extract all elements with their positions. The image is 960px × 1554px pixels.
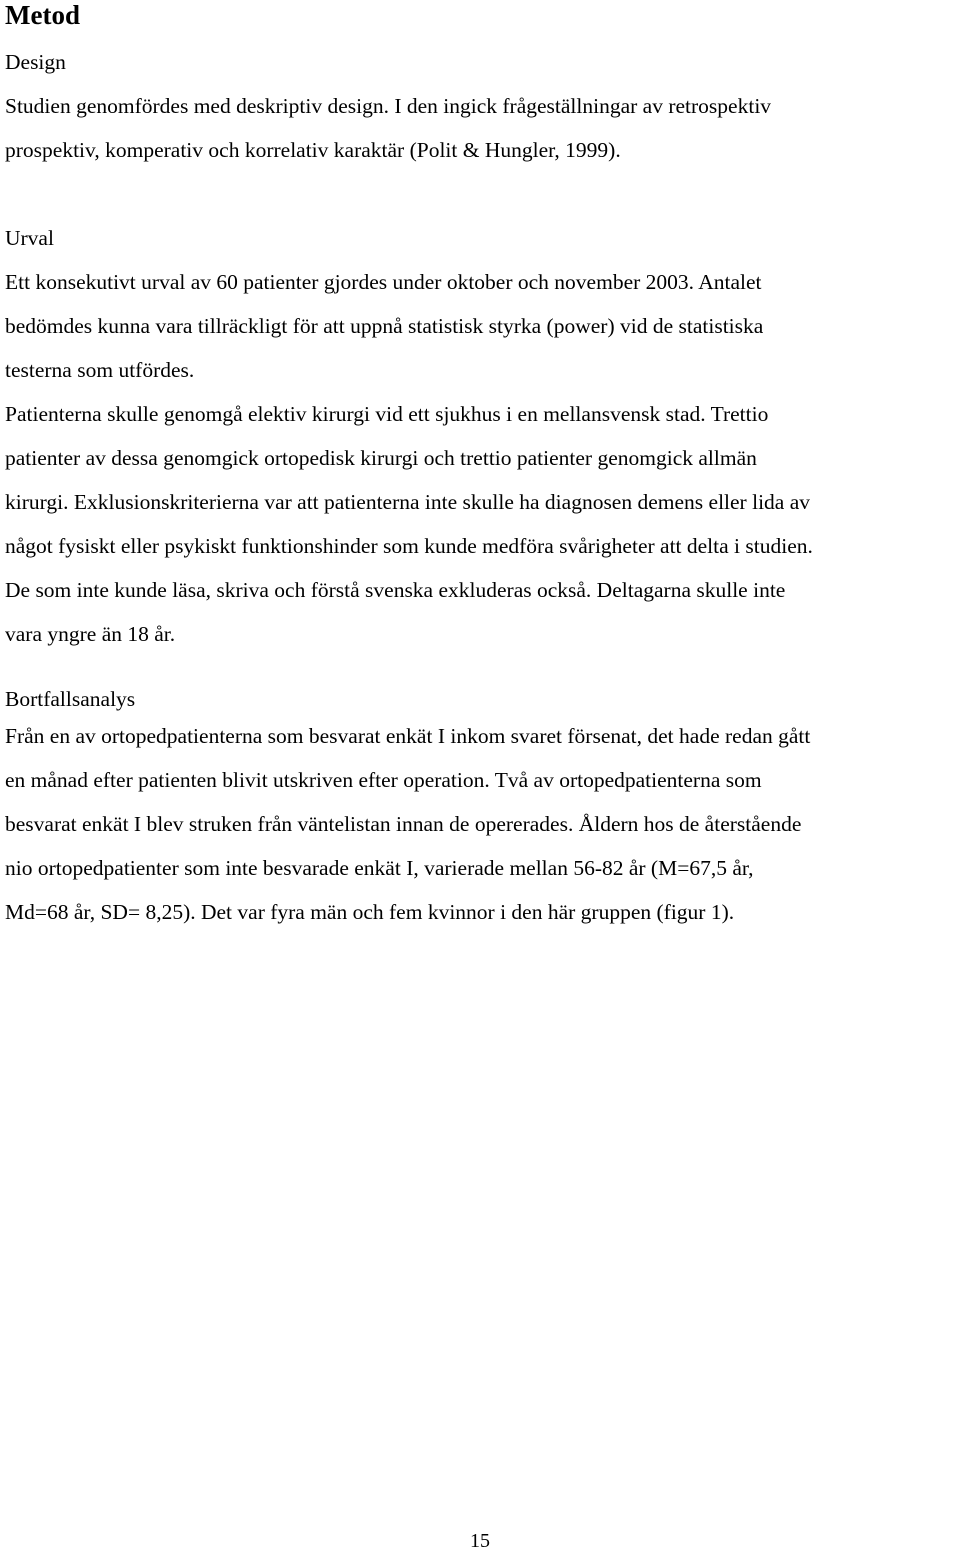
text-line: nio ortopedpatienter som inte besvarade enkät I, varierade mellan 56-82 år (M=67,5 år, bbox=[5, 856, 754, 880]
text-line: De som inte kunde läsa, skriva och förstå svenska exkluderas också. Deltagarna skulle inte bbox=[5, 578, 786, 602]
section-urval bbox=[5, 216, 957, 656]
paragraph-urval-2 bbox=[5, 392, 957, 656]
text-line: Ett konsekutivt urval av 60 patienter gjordes under oktober och november 2003. Antalet bbox=[5, 270, 762, 294]
text-line: kirurgi. Exklusionskriterierna var att patienterna inte skulle ha diagnosen demens eller lida av bbox=[5, 490, 811, 514]
text-line: Patienterna skulle genomgå elektiv kirurgi vid ett sjukhus i en mellansvensk stad. Trettio bbox=[5, 402, 769, 426]
document-page bbox=[5, 0, 957, 934]
section-design bbox=[5, 40, 957, 172]
paragraph-bortfallsanalys-1 bbox=[5, 714, 957, 934]
text-line: besvarat enkät I blev struken från väntelistan innan de opererades. Åldern hos de återstående bbox=[5, 812, 802, 836]
section-heading-urval: Urval bbox=[5, 226, 54, 250]
text-line: en månad efter patienten blivit utskriven efter operation. Två av ortopedpatienterna som bbox=[5, 768, 762, 792]
chapter-title: Metod bbox=[5, 0, 80, 30]
paragraph-urval-1 bbox=[5, 260, 957, 392]
text-line: bedömdes kunna vara tillräckligt för att uppnå statistisk styrka (power) vid de statistiska bbox=[5, 314, 764, 338]
paragraph-design-1 bbox=[5, 84, 957, 172]
section-heading-bortfallsanalys: Bortfallsanalys bbox=[5, 687, 136, 711]
text-line: Studien genomfördes med deskriptiv design. I den ingick frågeställningar av retrospektiv bbox=[5, 94, 772, 118]
section-heading-design: Design bbox=[5, 50, 66, 74]
section-bortfallsanalys bbox=[5, 684, 957, 934]
text-line: Från en av ortopedpatienterna som besvarat enkät I inkom svaret försenat, det hade redan gått bbox=[5, 724, 811, 748]
text-line: något fysiskt eller psykiskt funktionshinder som kunde medföra svårigheter att delta i studien. bbox=[5, 534, 813, 558]
text-line: vara yngre än 18 år. bbox=[5, 622, 176, 646]
text-line: prospektiv, komperativ och korrelativ karaktär (Polit & Hungler, 1999). bbox=[5, 138, 621, 162]
text-line: patienter av dessa genomgick ortopedisk kirurgi och trettio patienter genomgick allmän bbox=[5, 446, 757, 470]
page-number: 15 bbox=[470, 1530, 490, 1552]
text-line: Md=68 år, SD= 8,25). Det var fyra män och fem kvinnor i den här gruppen (figur 1). bbox=[5, 900, 735, 924]
text-line: testerna som utfördes. bbox=[5, 358, 195, 382]
